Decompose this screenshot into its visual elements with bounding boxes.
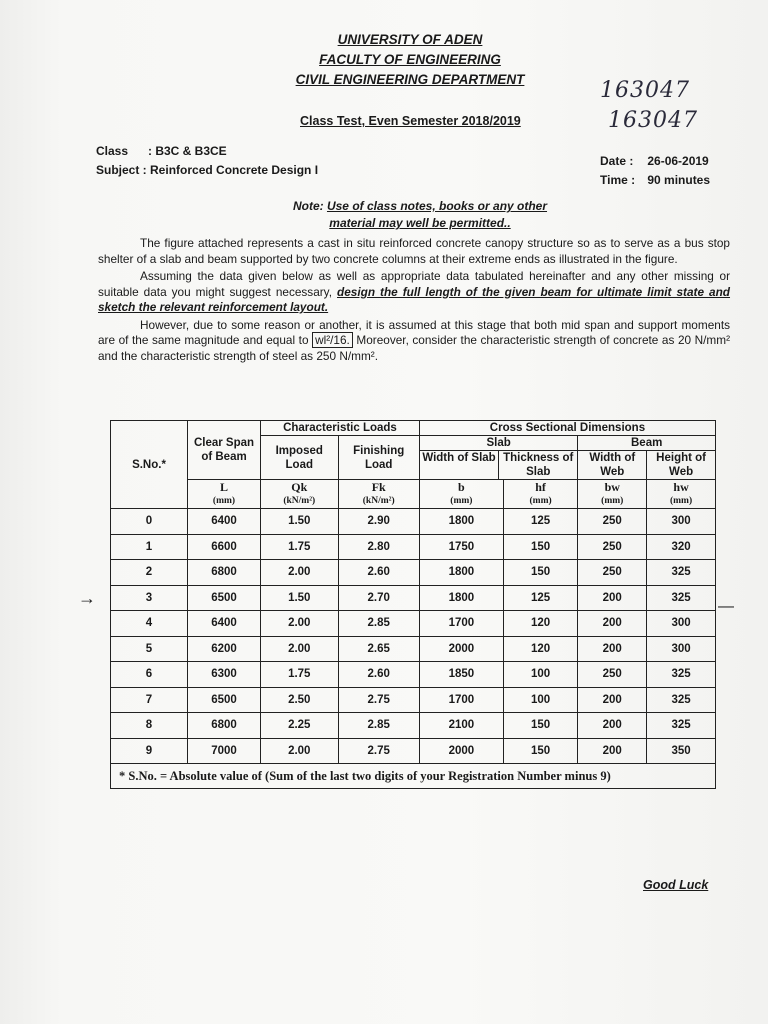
symbol: Fk <box>371 480 386 494</box>
table-row <box>111 611 716 637</box>
table-footnote-row <box>111 764 716 789</box>
symbol: L <box>219 480 228 494</box>
table-row <box>111 585 716 611</box>
cell-height-web: 350 <box>647 738 716 764</box>
cell-width-web: 250 <box>578 534 647 560</box>
cell-height-web: 325 <box>647 687 716 713</box>
subject-label: Subject : <box>96 163 147 177</box>
cell-width-web: 200 <box>578 611 647 637</box>
date-time-info <box>600 152 710 190</box>
table-row <box>111 687 716 713</box>
cell-finishing: 2.60 <box>338 560 419 586</box>
cell-sno: 3 <box>111 585 188 611</box>
cell-finishing: 2.85 <box>338 713 419 739</box>
handwritten-number: 163047 <box>608 108 698 133</box>
cell-imposed: 1.50 <box>261 585 339 611</box>
cell-thick-slab: 150 <box>503 560 578 586</box>
cell-sno: 4 <box>111 611 188 637</box>
cell-height-web: 320 <box>647 534 716 560</box>
cell-sno: 8 <box>111 713 188 739</box>
cell-width-web: 200 <box>578 713 647 739</box>
header-slab: Slab <box>420 436 577 451</box>
handwritten-dash-icon: — <box>718 598 734 615</box>
symbol: hf <box>535 480 546 494</box>
cell-height-web: 325 <box>647 662 716 688</box>
cell-imposed: 2.00 <box>261 560 339 586</box>
problem-statement <box>98 236 730 366</box>
cell-width-slab: 1850 <box>419 662 503 688</box>
handwritten-number: 163047 <box>600 78 690 103</box>
cell-finishing: 2.80 <box>338 534 419 560</box>
class-value: : B3C & B3CE <box>148 144 227 158</box>
cell-imposed: 2.25 <box>261 713 339 739</box>
cell-imposed: 1.50 <box>261 509 339 535</box>
cell-span: 6400 <box>188 509 261 535</box>
cell-thick-slab: 125 <box>503 585 578 611</box>
cell-span: 6500 <box>188 585 261 611</box>
symbol: b <box>458 480 465 494</box>
unit: (mm) <box>450 496 473 506</box>
cell-height-web: 300 <box>647 611 716 637</box>
cell-imposed: 2.50 <box>261 687 339 713</box>
cell-width-slab: 1700 <box>419 611 503 637</box>
cell-sno: 1 <box>111 534 188 560</box>
cell-height-web: 325 <box>647 585 716 611</box>
data-table <box>110 420 716 789</box>
cell-finishing: 2.60 <box>338 662 419 688</box>
header-beam-group <box>578 436 716 480</box>
header-units-imposed <box>261 480 339 509</box>
cell-sno: 9 <box>111 738 188 764</box>
cell-span: 6600 <box>188 534 261 560</box>
header-span: Clear Span of Beam <box>188 421 261 480</box>
table-row <box>111 636 716 662</box>
symbol: bw <box>604 480 620 494</box>
header-height-web: Height of Web <box>656 452 706 478</box>
cell-width-slab: 1800 <box>419 560 503 586</box>
cell-width-slab: 1700 <box>419 687 503 713</box>
cell-thick-slab: 150 <box>503 738 578 764</box>
university-name: UNIVERSITY OF ADEN <box>337 32 483 47</box>
class-label: Class <box>96 144 129 158</box>
table-body <box>111 509 716 789</box>
cell-span: 6800 <box>188 713 261 739</box>
unit: (kN/m²) <box>283 496 316 506</box>
design-instruction: design the full length of the given beam for ultimate limit state and sketch the relevant reinforcement layout. <box>98 284 731 314</box>
header-units-width-web <box>578 480 647 509</box>
unit: (kN/m²) <box>362 496 395 506</box>
header-thick-slab: Thickness of Slab <box>503 452 574 478</box>
header-imposed: Imposed Load <box>261 436 339 480</box>
table-row <box>111 509 716 535</box>
document-header <box>250 30 570 90</box>
unit: (mm) <box>601 496 624 506</box>
cell-span: 6400 <box>188 611 261 637</box>
cell-span: 7000 <box>188 738 261 764</box>
symbol: Qk <box>291 480 308 494</box>
header-slab-group <box>419 436 577 480</box>
header-sno: S.No.* <box>111 421 188 509</box>
header-units-finishing <box>338 480 419 509</box>
cell-width-web: 250 <box>578 560 647 586</box>
cell-thick-slab: 120 <box>503 636 578 662</box>
header-finishing: Finishing Load <box>338 436 419 480</box>
time-label: Time : <box>600 173 636 187</box>
cell-finishing: 2.75 <box>338 738 419 764</box>
symbol: hw <box>673 480 689 494</box>
cell-width-web: 200 <box>578 636 647 662</box>
cell-width-web: 200 <box>578 738 647 764</box>
table-row <box>111 534 716 560</box>
cell-width-slab: 1800 <box>419 509 503 535</box>
cell-width-slab: 2000 <box>419 636 503 662</box>
cell-span: 6300 <box>188 662 261 688</box>
class-subject-info <box>96 142 318 180</box>
cell-finishing: 2.90 <box>338 509 419 535</box>
cell-height-web: 300 <box>647 636 716 662</box>
table-row <box>111 560 716 586</box>
handwritten-arrow-icon: → <box>78 588 96 608</box>
cell-width-web: 250 <box>578 509 647 535</box>
moment-formula: wl²/16. <box>312 332 353 348</box>
header-cross-section: Cross Sectional Dimensions <box>419 421 715 436</box>
cell-width-slab: 2000 <box>419 738 503 764</box>
test-title: Class Test, Even Semester 2018/2019 <box>300 114 521 128</box>
cell-thick-slab: 100 <box>503 662 578 688</box>
subject-value: Reinforced Concrete Design I <box>150 163 319 177</box>
paragraph: The figure attached represents a cast in situ reinforced concrete canopy structure so as to serve as a bus stop shelter of a slab and beam supported by two concrete columns at their extreme ends as illustrated in the figure. <box>98 236 730 266</box>
note-text: Use of class notes, books or any other material may well be permitted.. <box>326 199 548 230</box>
cell-thick-slab: 150 <box>503 713 578 739</box>
cell-thick-slab: 150 <box>503 534 578 560</box>
header-units-height-web <box>647 480 716 509</box>
cell-width-slab: 1800 <box>419 585 503 611</box>
table-row <box>111 662 716 688</box>
faculty-name: FACULTY OF ENGINEERING <box>319 52 501 67</box>
cell-imposed: 2.00 <box>261 636 339 662</box>
cell-finishing: 2.75 <box>338 687 419 713</box>
cell-finishing: 2.85 <box>338 611 419 637</box>
cell-sno: 5 <box>111 636 188 662</box>
unit: (mm) <box>529 496 552 506</box>
paragraph-text: Assuming the data given below as well as appropriate data tabulated hereinafter and any other missing or suitable data you might suggest necessary, <box>98 269 730 299</box>
header-units-thick-slab <box>503 480 578 509</box>
header-units-width-slab <box>419 480 503 509</box>
cell-finishing: 2.65 <box>338 636 419 662</box>
paragraph <box>98 269 730 316</box>
cell-height-web: 300 <box>647 509 716 535</box>
cell-thick-slab: 120 <box>503 611 578 637</box>
unit: (mm) <box>212 496 236 506</box>
table-row <box>111 713 716 739</box>
date-label: Date : <box>600 154 634 168</box>
cell-height-web: 325 <box>647 713 716 739</box>
cell-imposed: 1.75 <box>261 534 339 560</box>
department-name: CIVIL ENGINEERING DEPARTMENT <box>295 72 525 87</box>
cell-span: 6200 <box>188 636 261 662</box>
header-units-span <box>188 480 261 509</box>
cell-width-slab: 1750 <box>419 534 503 560</box>
header-width-web: Width of Web <box>578 451 647 479</box>
cell-sno: 6 <box>111 662 188 688</box>
note-label: Note: <box>292 199 324 213</box>
cell-width-web: 200 <box>578 687 647 713</box>
table-row <box>111 738 716 764</box>
cell-width-slab: 2100 <box>419 713 503 739</box>
cell-finishing: 2.70 <box>338 585 419 611</box>
cell-imposed: 1.75 <box>261 662 339 688</box>
cell-thick-slab: 100 <box>503 687 578 713</box>
good-luck: Good Luck <box>643 878 709 892</box>
cell-sno: 7 <box>111 687 188 713</box>
header-beam: Beam <box>578 436 715 451</box>
cell-imposed: 2.00 <box>261 738 339 764</box>
paragraph-text: However, due to some reason or another, it is assumed at this stage that both mid span and support moments are of the same magnitude and equal to <box>98 317 730 347</box>
paragraph-text: Moreover, consider the characteristic strength of concrete as 20 N/mm² and the characteristic strength of steel as 250 N/mm². <box>98 333 730 363</box>
header-char-loads: Characteristic Loads <box>261 421 420 436</box>
paragraph <box>98 318 730 365</box>
cell-height-web: 325 <box>647 560 716 586</box>
cell-imposed: 2.00 <box>261 611 339 637</box>
note <box>270 198 570 232</box>
table-footnote: * S.No. = Absolute value of (Sum of the last two digits of your Registration Number minus 9) <box>111 764 716 789</box>
header-width-slab: Width of Slab <box>420 451 499 479</box>
unit: (mm) <box>669 496 693 506</box>
cell-thick-slab: 125 <box>503 509 578 535</box>
cell-sno: 0 <box>111 509 188 535</box>
time-value: 90 minutes <box>647 173 711 187</box>
cell-width-web: 200 <box>578 585 647 611</box>
cell-span: 6800 <box>188 560 261 586</box>
cell-width-web: 250 <box>578 662 647 688</box>
cell-span: 6500 <box>188 687 261 713</box>
cell-sno: 2 <box>111 560 188 586</box>
date-value: 26-06-2019 <box>647 154 709 168</box>
